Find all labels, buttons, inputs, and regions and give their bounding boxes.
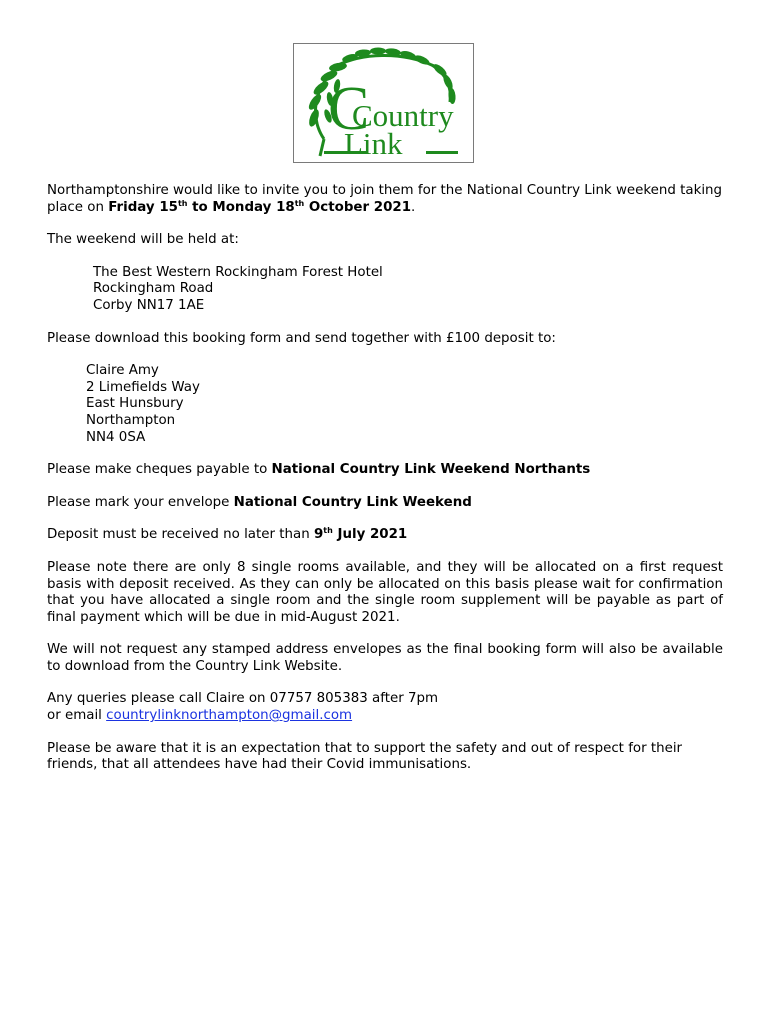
deadline-date [314,527,407,542]
logo-link-text: Link [344,126,403,161]
letter-body [47,183,723,790]
intro-period: . [411,199,416,215]
envelopes-note: We will not request any stamped address envelopes as the final booking form will also be available to download from the Country Link Website. [47,642,723,674]
download-instruction: Please download this booking form and send together with £100 deposit to: [47,330,556,346]
date-range [108,200,411,215]
envelope-paragraph [47,495,723,512]
single-rooms-note: Please note there are only 8 single rooms available, and they will be allocated on a first request basis with deposit received. As they can only be allocated on this basis please wait for confirmation that you have allocated a single room and the single room supplement will be payable as part of final payment which will be due in mid-August 2021. [47,559,723,625]
queries-paragraph [47,691,723,724]
venue-line: The Best Western Rockingham Forest Hotel [93,264,383,280]
venue-line: Corby NN17 1AE [93,297,205,313]
venue-heading: The weekend will be held at: [47,232,239,248]
country-link-logo [293,43,474,163]
venue-address [47,265,723,315]
deadline-prefix: Deposit must be received no later than [47,527,314,543]
date-end-sup: th [294,198,305,208]
envelope-mark: National Country Link Weekend [233,494,472,510]
logo-big-c: C [328,75,370,143]
email-prefix: or email [47,708,107,724]
contact-address [47,363,723,446]
cheques-prefix: Please make cheques payable to [47,462,272,478]
queries-email-line [47,708,723,725]
deadline-rest: July 2021 [332,527,408,543]
deadline-paragraph [47,527,723,544]
contact-line: Northampton [86,412,176,428]
envelope-prefix: Please mark your envelope [47,494,234,510]
intro-paragraph [47,183,723,216]
email-link[interactable]: countrylinknorthampton@gmail.com [106,708,353,724]
venue-line: Rockingham Road [93,281,214,297]
laurel-wreath-icon [294,44,473,162]
contact-line: 2 Limefields Way [86,379,200,395]
contact-line: East Hunsbury [86,396,184,412]
date-start-sup: th [177,198,188,208]
cheques-paragraph [47,462,723,479]
contact-line: NN4 0SA [86,429,146,445]
cheques-payee: National Country Link Weekend Northants [271,462,591,478]
date-end: October 2021 [304,199,412,215]
date-start: Friday 15 [108,199,178,215]
date-mid: to Monday 18 [187,199,295,215]
deadline-sup: th [323,526,333,536]
contact-line: Claire Amy [86,363,159,379]
queries-line: Any queries please call Claire on 07757 805383 after 7pm [47,691,439,707]
deadline-day: 9 [313,527,324,543]
covid-note: Please be aware that it is an expectation that to support the safety and out of respect for their friends, that all attendees have had their Covid immunisations. [47,740,683,773]
intro-text: Northamptonshire would like to invite you to join them for the National Country Link weekend taking place on [47,183,723,215]
logo-country-text: Country [352,98,454,133]
